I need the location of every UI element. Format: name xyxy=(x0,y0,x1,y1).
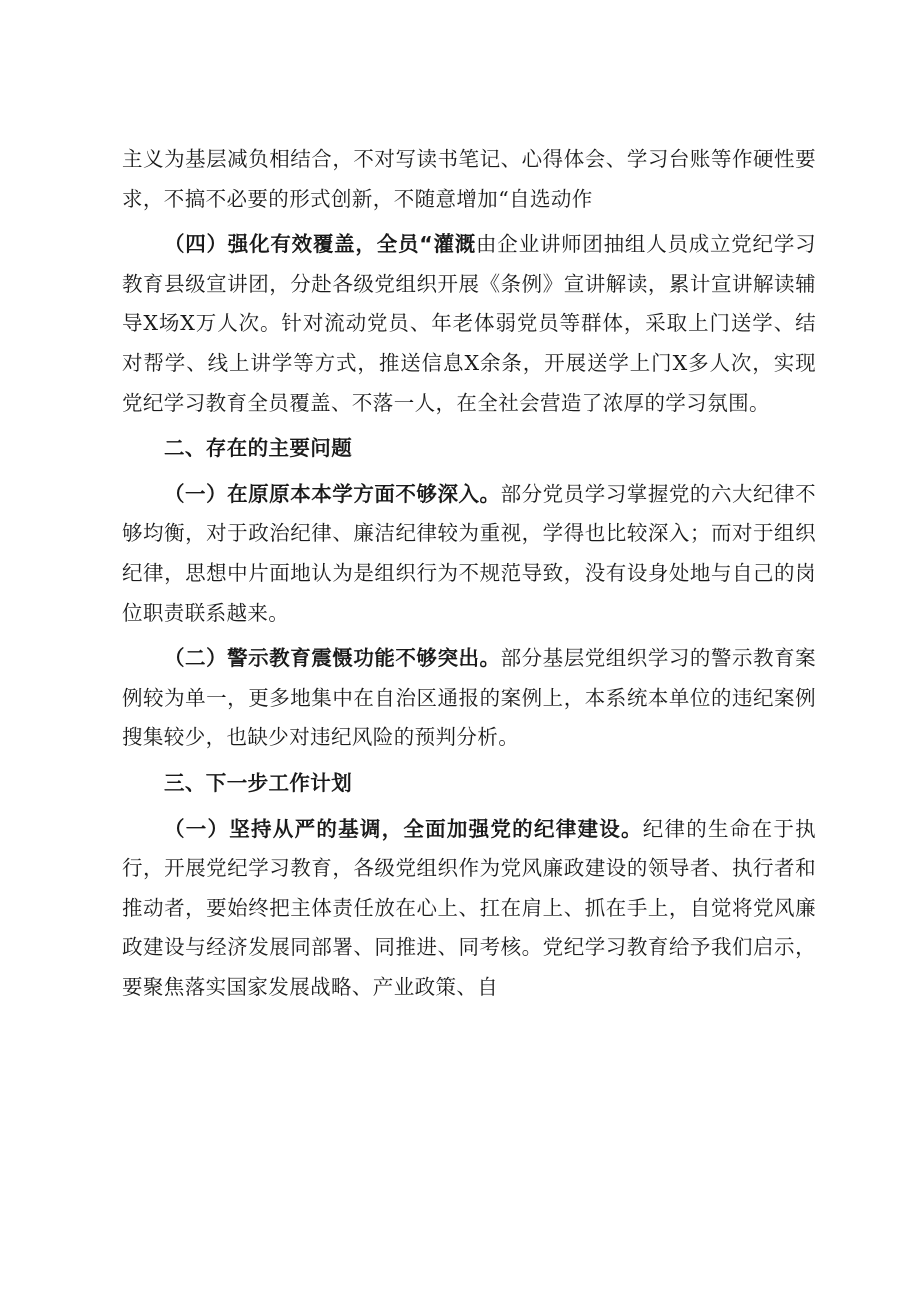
document-body xyxy=(122,140,816,1007)
paragraph-text: 由企业讲师团抽组人员成立党纪学习教育县级宣讲团，分赴各级党组织开展《条例》宣讲解读，累计宣讲解读辅导X场X万人次。针对流动党员、年老体弱党员等群体，采取上门送学、结对帮学、线上讲学等方式，推送信息X余条，开展送学上门X多人次，实现党纪学习教育全员覆盖、不落一人，在全社会营造了浓厚的学习氛围。 xyxy=(122,232,816,415)
paragraph-coverage xyxy=(122,225,816,423)
paragraph-lead: （二）警示教育震慑功能不够突出。 xyxy=(164,646,501,671)
paragraph-plan-1 xyxy=(122,810,816,1008)
paragraph-lead: （四）强化有效覆盖，全员“灌溉 xyxy=(164,232,477,257)
paragraph-lead: （一）坚持从严的基调，全面加强党的纪律建设。 xyxy=(164,816,643,841)
paragraph-text: 纪律的生命在于执行，开展党纪学习教育，各级党组织作为党风廉政建设的领导者、执行者和推动者，要始终把主体责任放在心上、扛在肩上、抓在手上，自觉将党风廉政建设与经济发展同部署、同推进、同考核。党纪学习教育给予我们启示，要聚焦落实国家发展战略、产业政策、自 xyxy=(122,816,816,999)
paragraph-text: 部分基层党组织学习的警示教育案例较为单一，更多地集中在自治区通报的案例上，本系统本单位的违纪案例搜集较少，也缺少对违纪风险的预判分析。 xyxy=(122,646,817,750)
section-heading-plan: 三、下一步工作计划 xyxy=(164,770,353,795)
section-heading-problems: 二、存在的主要问题 xyxy=(164,436,353,461)
paragraph-problem-1 xyxy=(122,475,816,633)
paragraph-lead: （一）在原原本本学方面不够深入。 xyxy=(164,481,501,506)
paragraph-text: 部分党员学习掌握党的六大纪律不够均衡，对于政治纪律、廉洁纪律较为重视，学得也比较深入；而对于组织纪律，思想中片面地认为是组织行为不规范导致，没有设身处地与自己的岗位职责联系越来。 xyxy=(122,481,817,625)
paragraph-continued xyxy=(122,140,816,219)
paragraph-text: 主义为基层减负相结合，不对写读书笔记、心得体会、学习台账等作硬性要求，不搞不必要的形式创新，不随意增加“自选动作 xyxy=(122,147,816,211)
paragraph-problem-2 xyxy=(122,639,816,758)
